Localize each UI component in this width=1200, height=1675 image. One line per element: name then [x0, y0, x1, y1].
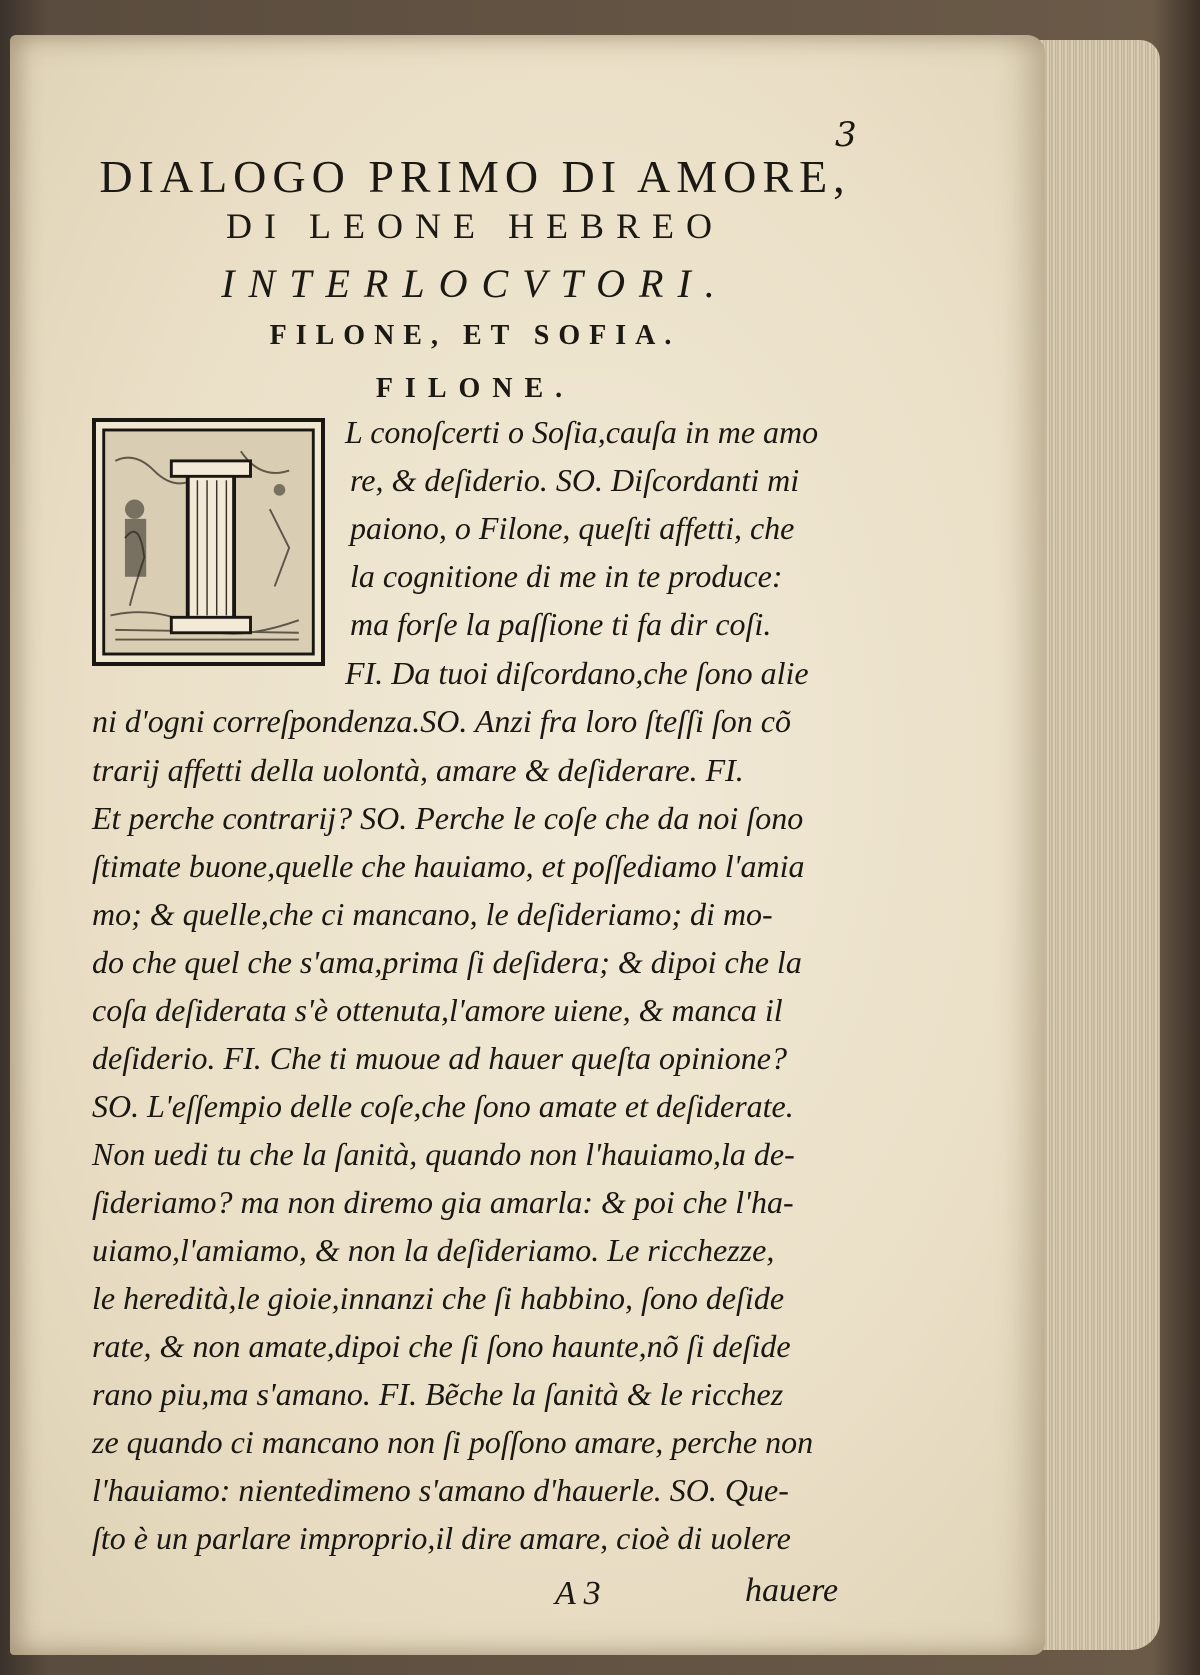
signature-mark: A 3	[555, 1575, 601, 1612]
catchword: hauere	[745, 1572, 839, 1609]
woodcut-initial-icon	[92, 418, 325, 666]
body-line: ze quando ci mancano non ſi poſſono amare, perche non	[92, 1424, 814, 1460]
body-line: coſa deſiderata s'è ottenuta,l'amore uiene, & manca il	[92, 992, 783, 1028]
speakers-line: FILONE, ET SOFIA.	[269, 320, 681, 351]
body-line: SO. L'eſſempio delle coſe,che ſono amate et deſiderate.	[92, 1088, 794, 1124]
body-line: re, & deſiderio. SO. Diſcordanti mi	[350, 462, 800, 498]
body-line: ſtimate buone,quelle che hauiamo, et poſſediamo l'amia	[92, 848, 805, 884]
body-line: l'hauiamo: nientedimeno s'amano d'hauerle. SO. Que-	[92, 1472, 789, 1508]
body-line: Et perche contrarij? SO. Perche le coſe che da noi ſono	[92, 800, 804, 836]
page-title: DIALOGO PRIMO DI AMORE,	[99, 151, 851, 202]
body-line: ſto è un parlare improprio,il dire amare, cioè di uolere	[92, 1520, 791, 1556]
body-line: ma forſe la paſſione ti fa dir coſi.	[350, 606, 772, 642]
speaker-label: FILONE.	[375, 373, 575, 404]
body-line: le heredità,le gioie,innanzi che ſi habbino, ſono deſide	[92, 1280, 785, 1316]
interlocutori-heading: INTERLOCVTORI.	[221, 261, 729, 306]
author-line: DI LEONE HEBREO	[226, 206, 724, 246]
body-line: deſiderio. FI. Che ti muoue ad hauer queſta opinione?	[92, 1040, 787, 1076]
body-line: do che quel che s'ama,prima ſi deſidera; & dipoi che la	[92, 944, 802, 980]
body-line: paiono, o Filone, queſti affetti, che	[350, 510, 795, 546]
body-line: L conoſcerti o Soſia,cauſa in me amo	[345, 414, 819, 450]
body-line: rate, & non amate,dipoi che ſi ſono haunte,nõ ſi deſide	[92, 1328, 791, 1364]
body-line: Non uedi tu che la ſanità, quando non l'hauiamo,la de-	[92, 1136, 795, 1172]
body-line: uiamo,l'amiamo, & non la deſideriamo. Le ricchezze,	[92, 1232, 775, 1268]
body-line: mo; & quelle,che ci mancano, le deſideriamo; di mo-	[92, 896, 773, 932]
body-line: rano piu,ma s'amano. FI. Bẽche la ſanità & le ricchez	[92, 1376, 784, 1412]
page-number: 3	[835, 115, 857, 155]
body-line: trarij affetti della uolontà, amare & deſiderare. FI.	[92, 752, 744, 788]
body-line: ſideriamo? ma non diremo gia amarla: & poi che l'ha-	[92, 1184, 794, 1220]
body-line: ni d'ogni correſpondenza.SO. Anzi fra loro ſteſſi ſon cõ	[92, 703, 791, 739]
body-line: FI. Da tuoi diſcordano,che ſono alie	[345, 655, 809, 691]
body-line: la cognitione di me in te produce:	[350, 558, 783, 594]
